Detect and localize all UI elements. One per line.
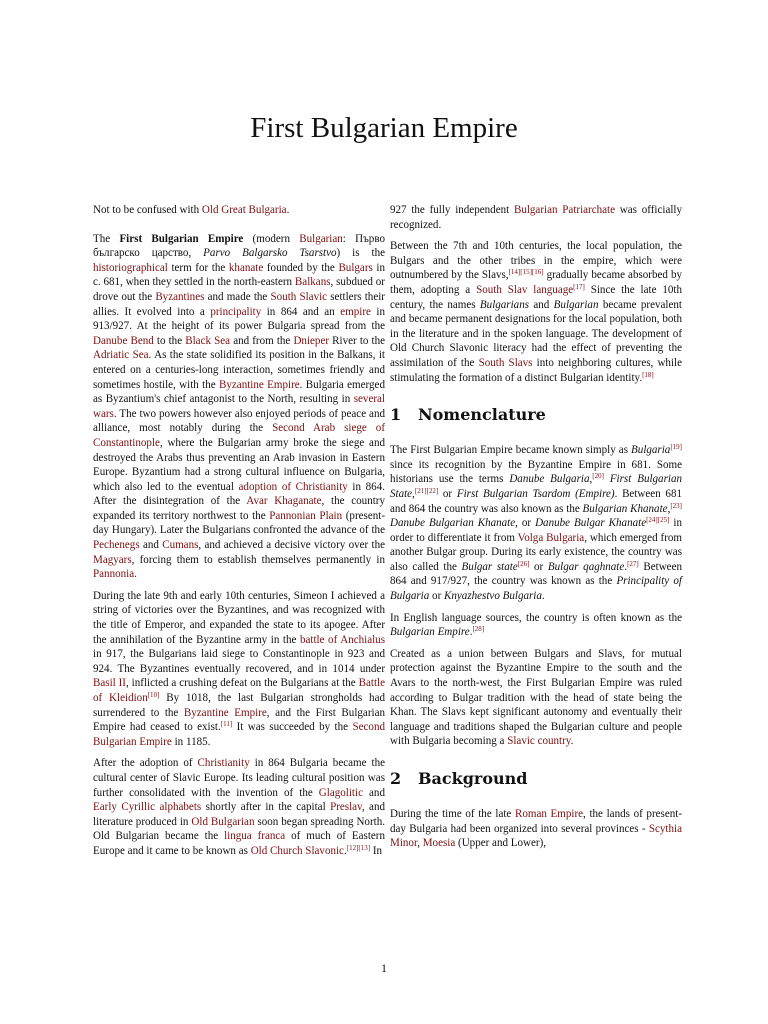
- italic-term: Bulgar qaghnate: [547, 560, 625, 573]
- wiki-link[interactable]: Bulgarian: [299, 232, 343, 245]
- wiki-link[interactable]: Dnieper: [293, 334, 330, 347]
- right-column: [390, 203, 682, 858]
- wiki-link[interactable]: Old Church Slavonic: [250, 844, 344, 857]
- paragraph: The First Bulgarian Empire became known simply as Bulgaria[19] since its recognition by the Byzantine Empire in 681. Some historians use the terms Danube Bulgaria,[20] First Bulgarian State,[21][22] or First Bulgarian Tsardom (Empire). Between 681 and 864 the country was also known as the Bulgarian Khanate,[23] Danube Bulgarian Khanate, or Danube Bulgar Khanate[24][25] in order to differentiate it from Volga Bulgaria, which emerged from another Bulgar group. During its early existence, the country was also called the Bulgar state[26] or Bulgar qaghnate.[27] Between 864 and 917/927, the country was known as the Principality of Bulgaria or Knyazhestvo Bulgaria.: [390, 443, 683, 603]
- wiki-link[interactable]: Early Cyrillic alphabets: [93, 801, 202, 814]
- wiki-link[interactable]: Battle of Kleidion: [93, 677, 385, 704]
- wiki-link[interactable]: Black Sea: [185, 334, 231, 347]
- wiki-link[interactable]: Glagolitic: [318, 786, 363, 799]
- wiki-link[interactable]: Basil II: [93, 677, 126, 690]
- wiki-link[interactable]: Old Bulgarian: [191, 815, 255, 828]
- section-body: [390, 443, 682, 749]
- wiki-link[interactable]: Second Bulgarian Empire: [93, 721, 385, 748]
- left-column: [93, 203, 385, 866]
- left-body: [93, 232, 385, 859]
- section-heading: [390, 405, 682, 425]
- citation-ref[interactable]: [12][13]: [346, 843, 371, 852]
- hatnote-link[interactable]: Old Great Bulgaria: [201, 204, 287, 216]
- wiki-link[interactable]: lingua franca: [224, 830, 286, 843]
- wiki-link[interactable]: historiographical: [93, 261, 168, 274]
- wiki-link[interactable]: adoption of Christianity: [238, 480, 348, 493]
- citation-ref[interactable]: [27]: [627, 559, 639, 568]
- wiki-link[interactable]: Byzantines: [155, 290, 205, 303]
- section-number: 1: [390, 405, 402, 425]
- italic-term: Danube Bulgar Khanate: [535, 517, 647, 530]
- wiki-link[interactable]: Byzantine Empire: [219, 378, 300, 391]
- citation-ref[interactable]: [11]: [220, 720, 233, 729]
- section-nomenclature: [390, 405, 682, 749]
- section-heading: [390, 769, 682, 789]
- paragraph: During the late 9th and early 10th centuries, Simeon I achieved a string of victories over the Byzantines, and was recognized with the title of Emperor, and expanded the state to its apogee. After the annihilation of the Byzantine army in the battle of Anchialus in 917, the Bulgarians laid siege to Constantinople in 923 and 924. The Byzantines eventually recovered, and in 1014 under Basil II, inflicted a crushing defeat on the Bulgarians at the Battle of Kleidion[10] By 1018, the last Bulgarian strongholds had surrendered to the Byzantine Empire, and the First Bulgarian Empire had ceased to exist.[11] It was succeeded by the Second Bulgarian Empire in 1185.: [93, 589, 386, 748]
- citation-ref[interactable]: [19]: [670, 443, 682, 452]
- wiki-link[interactable]: Roman Empire: [514, 808, 584, 820]
- wiki-link[interactable]: Pannonian Plain: [269, 509, 343, 522]
- italic-term: Bulgarian Empire: [390, 626, 470, 639]
- wiki-link[interactable]: South Slavic: [270, 290, 328, 303]
- citation-ref[interactable]: [14][15][16]: [508, 268, 544, 277]
- section-title: Background: [418, 769, 528, 788]
- wiki-link[interactable]: Second Arab siege of Constantinople: [93, 422, 385, 449]
- paragraph: Between the 7th and 10th centuries, the local population, the Bulgars and the other tribes in the empire, which were outnumbered by the Slavs,[14][15][16] gradually became absorbed by them, adopting a South Slav language[17] Since the late 10th century, the names Bulgarians and Bulgarian became prevalent and became permanent designations for the local population, both in the literature and in the spoken language. The development of Old Church Slavonic literacy had the effect of preventing the assimilation of the South Slavs into neighboring cultures, while stimulating the formation of a distinct Bulgarian identity.[18]: [390, 240, 682, 384]
- page-number: 1: [381, 961, 387, 975]
- wiki-link[interactable]: Christianity: [197, 757, 250, 770]
- wiki-link[interactable]: Moesia: [422, 837, 456, 850]
- citation-ref[interactable]: [23]: [670, 501, 682, 510]
- wiki-link[interactable]: khanate: [228, 261, 264, 274]
- section-number: 2: [390, 769, 402, 788]
- italic-term: Bulgaria: [631, 444, 671, 457]
- right-body: [390, 203, 682, 385]
- wiki-link[interactable]: empire: [340, 305, 371, 318]
- wiki-link[interactable]: principality: [210, 305, 262, 318]
- wiki-link[interactable]: Volga Bulgaria: [517, 531, 585, 544]
- wiki-link[interactable]: Preslav: [330, 801, 362, 814]
- italic-term: First Bulgarian State: [390, 473, 682, 500]
- wiki-link[interactable]: Avar Khaganate: [246, 495, 322, 508]
- paragraph: After the adoption of Christianity in 864 Bulgaria became the cultural center of Slavic Europe. Its leading cultural position was further consolidated with the invention of the Glagolitic and Early Cyrillic alphabets shortly after in the capital Preslav, and literature produced in Old Bulgarian soon began spreading North. Old Bulgarian became the lingua franca of much of Eastern Europe and it came to be known as Old Church Slavonic.[12][13] In: [93, 757, 386, 857]
- section-title: Nomenclature: [418, 405, 546, 425]
- wiki-link[interactable]: South Slav language: [476, 283, 574, 296]
- italic-term: Knyazhestvo Bulgaria: [444, 590, 542, 603]
- italic-term: First Bulgarian Tsardom (Empire): [456, 487, 615, 500]
- citation-ref[interactable]: [20]: [592, 472, 604, 481]
- section-background: [390, 769, 682, 851]
- paragraph: During the time of the late Roman Empire, the lands of present-day Bulgaria had been organized into several provinces - Scythia Minor, Moesia (Upper and Lower),: [390, 808, 683, 850]
- bold-term: First Bulgarian Empire: [119, 232, 244, 245]
- wiki-link[interactable]: Bulgars: [338, 261, 373, 274]
- italic-term: Danube Bulgaria: [509, 473, 590, 486]
- citation-ref[interactable]: [26]: [517, 559, 530, 568]
- wiki-link[interactable]: several wars: [93, 393, 385, 420]
- page-title: First Bulgarian Empire: [250, 112, 518, 144]
- citation-ref[interactable]: [24][25]: [646, 516, 670, 525]
- wiki-link[interactable]: South Slavs: [478, 356, 533, 369]
- paragraph: 927 the fully independent Bulgarian Patriarchate was officially recognized.: [390, 204, 683, 231]
- wiki-link[interactable]: Bulgarian Patriarchate: [513, 204, 616, 216]
- wiki-link[interactable]: Danube Bend: [93, 334, 154, 347]
- italic-term: Parvo Balgarsko Tsarstvo: [203, 247, 337, 260]
- citation-ref[interactable]: [21][22]: [414, 486, 439, 495]
- italic-term: Bulgarian: [553, 298, 599, 311]
- wiki-link[interactable]: Cumans: [162, 539, 199, 552]
- wiki-link[interactable]: battle of Anchialus: [299, 633, 385, 646]
- citation-ref[interactable]: [17]: [573, 282, 585, 291]
- italic-term: Bulgarian Khanate: [582, 502, 668, 515]
- section-body: [390, 807, 682, 851]
- wiki-link[interactable]: Slavic country: [507, 735, 571, 748]
- italic-term: Bulgar state: [461, 560, 518, 573]
- hatnote: Not to be confused with Old Great Bulgaria.: [93, 204, 290, 216]
- paragraph: The First Bulgarian Empire (modern Bulgarian: Първо българско царство, Parvo Balgarsko Tsarstvo) is the historiographical term for the khanate founded by the Bulgars in c. 681, when they settled in the north-eastern Balkans, subdued or drove out the Byzantines and made the South Slavic settlers their allies. It evolved into a principality in 864 and an empire in 913/927. At the height of its power Bulgaria spread from the Danube Bend to the Black Sea and from the Dnieper River to the Adriatic Sea. As the state solidified its position in the Balkans, it entered on a centuries-long interaction, sometimes friendly and sometimes hostile, with the Byzantine Empire. Bulgaria emerged as Byzantium's chief antagonist to the North, resulting in several wars. The two powers however also enjoyed periods of peace and alliance, most notably during the Second Arab siege of Constantinople, where the Bulgarian army broke the siege and destroyed the Arabs thus preventing an Arab invasion in Eastern Europe. Byzantium had a strong cultural influence on Bulgaria, which also led to the eventual adoption of Christianity in 864. After the disintegration of the Avar Khaganate, the country expanded its territory northwest to the Pannonian Plain (present-day Hungary). Later the Bulgarians confronted the advance of the Pechenegs and Cumans, and achieved a decisive victory over the Magyars, forcing them to establish themselves permanently in Pannonia.: [93, 232, 386, 581]
- italic-term: Principality of Bulgaria: [390, 575, 682, 603]
- wiki-link[interactable]: Adriatic Sea: [93, 349, 149, 362]
- citation-ref[interactable]: [28]: [472, 625, 485, 634]
- italic-term: Danube Bulgarian Khanate: [390, 517, 516, 530]
- wiki-link[interactable]: Pannonia: [93, 568, 135, 581]
- wiki-link[interactable]: Byzantine Empire: [183, 706, 267, 719]
- paragraph: In English language sources, the country is often known as the Bulgarian Empire.[28]: [390, 611, 682, 639]
- citation-ref[interactable]: [10]: [147, 691, 160, 699]
- wiki-link[interactable]: Balkans: [294, 276, 331, 289]
- wiki-link[interactable]: Magyars: [93, 553, 132, 566]
- citation-ref[interactable]: [18]: [642, 370, 654, 379]
- wiki-link[interactable]: Scythia Minor: [390, 822, 682, 850]
- wiki-link[interactable]: Pechenegs: [93, 539, 140, 552]
- italic-term: Bulgarians: [479, 298, 530, 311]
- paragraph: Created as a union between Bulgars and Slavs, for mutual protection against the Byzantine Empire to the south and the Avars to the north-west, the First Bulgarian Empire was ruled according to Bulgar tradition with the head of state being the Khan. The Slavs kept significant autonomy and eventually their language and traditions shaped the Bulgarian culture and people with Bulgaria becoming a Slavic country.: [390, 647, 682, 748]
